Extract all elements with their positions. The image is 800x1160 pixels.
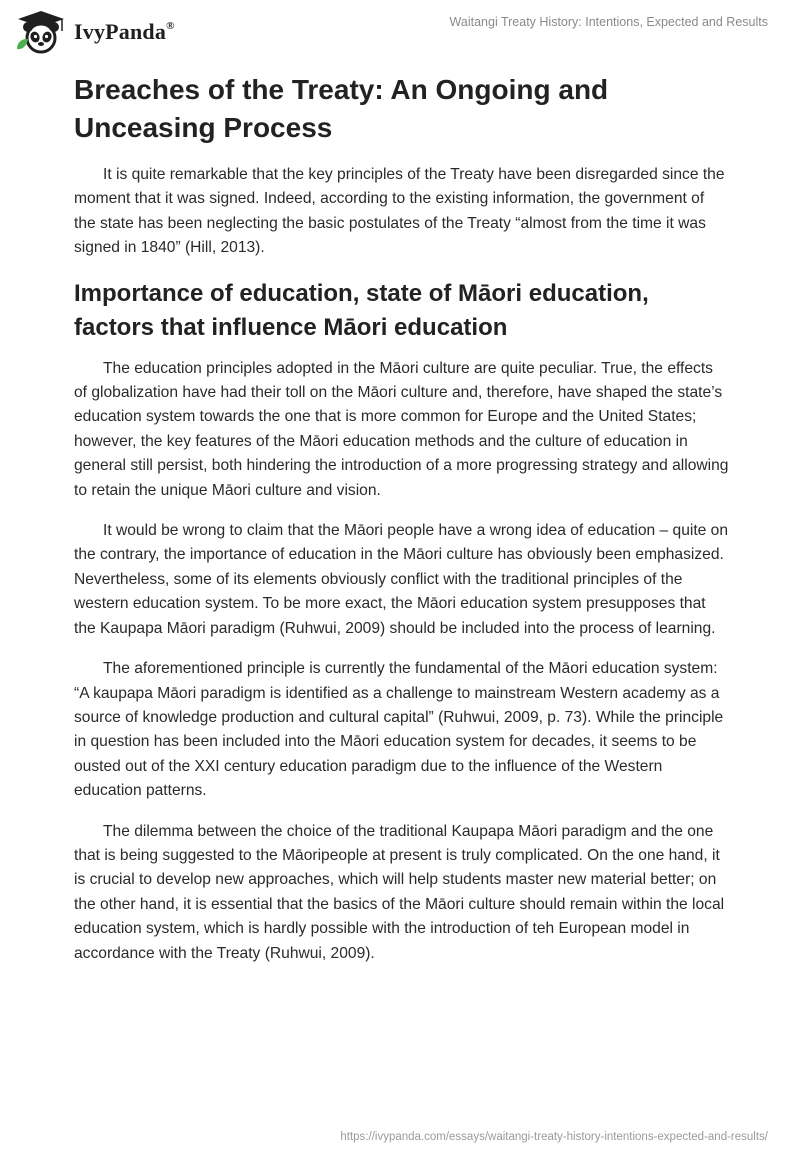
ivypanda-logo[interactable]	[14, 9, 175, 55]
section-heading-breaches: Breaches of the Treaty: An Ongoing and Unceasing Process	[74, 74, 609, 143]
panda-icon	[14, 9, 68, 55]
paragraph-dilemma: The dilemma between the choice of the traditional Kaupapa Māori paradigm and the one that is being suggested to the Māoripeople at present is truly complicated. On the one hand, it is crucial to develop new approaches, which will help students master new material better; on the other hand, it is essential that the basics of the Māori culture should remain within the local education system, which is hardly possible with the introduction of teh European model in accordance with the Treaty (Ruhwui, 2009).	[74, 822, 725, 962]
paragraph-education-principles: The education principles adopted in the Māori culture are quite peculiar. True, the effects of globalization have had their toll on the Māori culture and, therefore, have shaped the state’s education system towards the one that is more common for Europe and the United States; however, the key features of the Māori education methods and the culture of education in general still persist, both hindering the introduction of a more progressing strategy and allowing to retain the unique Māori culture and vision.	[74, 359, 729, 499]
logo-text	[74, 19, 175, 45]
article-body	[74, 71, 730, 982]
paragraph-importance-of-education: It would be wrong to claim that the Māori people have a wrong idea of education – quite on the contrary, the importance of education in the Māori culture has obviously been emphasized. Nevertheless, some of its elements obviously conflict with the traditional principles of the western education system. To be more exact, the Māori education system presupposes that the Kaupapa Māori paradigm (Ruhwui, 2009) should be included into the process of learning.	[74, 522, 729, 637]
source-url[interactable]: https://ivypanda.com/essays/waitangi-treaty-history-intentions-expected-and-results/	[340, 1131, 768, 1143]
page-header	[0, 0, 800, 62]
paragraph-kaupapa-principle: The aforementioned principle is currently the fundamental of the Māori education system: “A kaupapa Māori paradigm is identified as a challenge to mainstream Western academy as a source of knowledge production and cultural capital” (Ruhwui, 2009, p. 73). While the principle in question has been included into the Māori education system for decades, it seems to be ousted out of the XXI century education paradigm due to the influence of the Western education patterns.	[74, 660, 724, 800]
section-heading-education: Importance of education, state of Māori education, factors that influence Māori education	[74, 279, 649, 341]
logo-wordmark: IvyPanda	[74, 19, 167, 44]
document-title: Waitangi Treaty History: Intentions, Expected and Results	[449, 15, 768, 29]
paragraph-breaches: It is quite remarkable that the key principles of the Treaty have been disregarded since the moment that it was signed. Indeed, according to the existing information, the government of the state has been neglecting the basic postulates of the Treaty “almost from the time it was signed in 1840” (Hill, 2013).	[74, 166, 725, 257]
registered-mark: ®	[166, 19, 175, 32]
